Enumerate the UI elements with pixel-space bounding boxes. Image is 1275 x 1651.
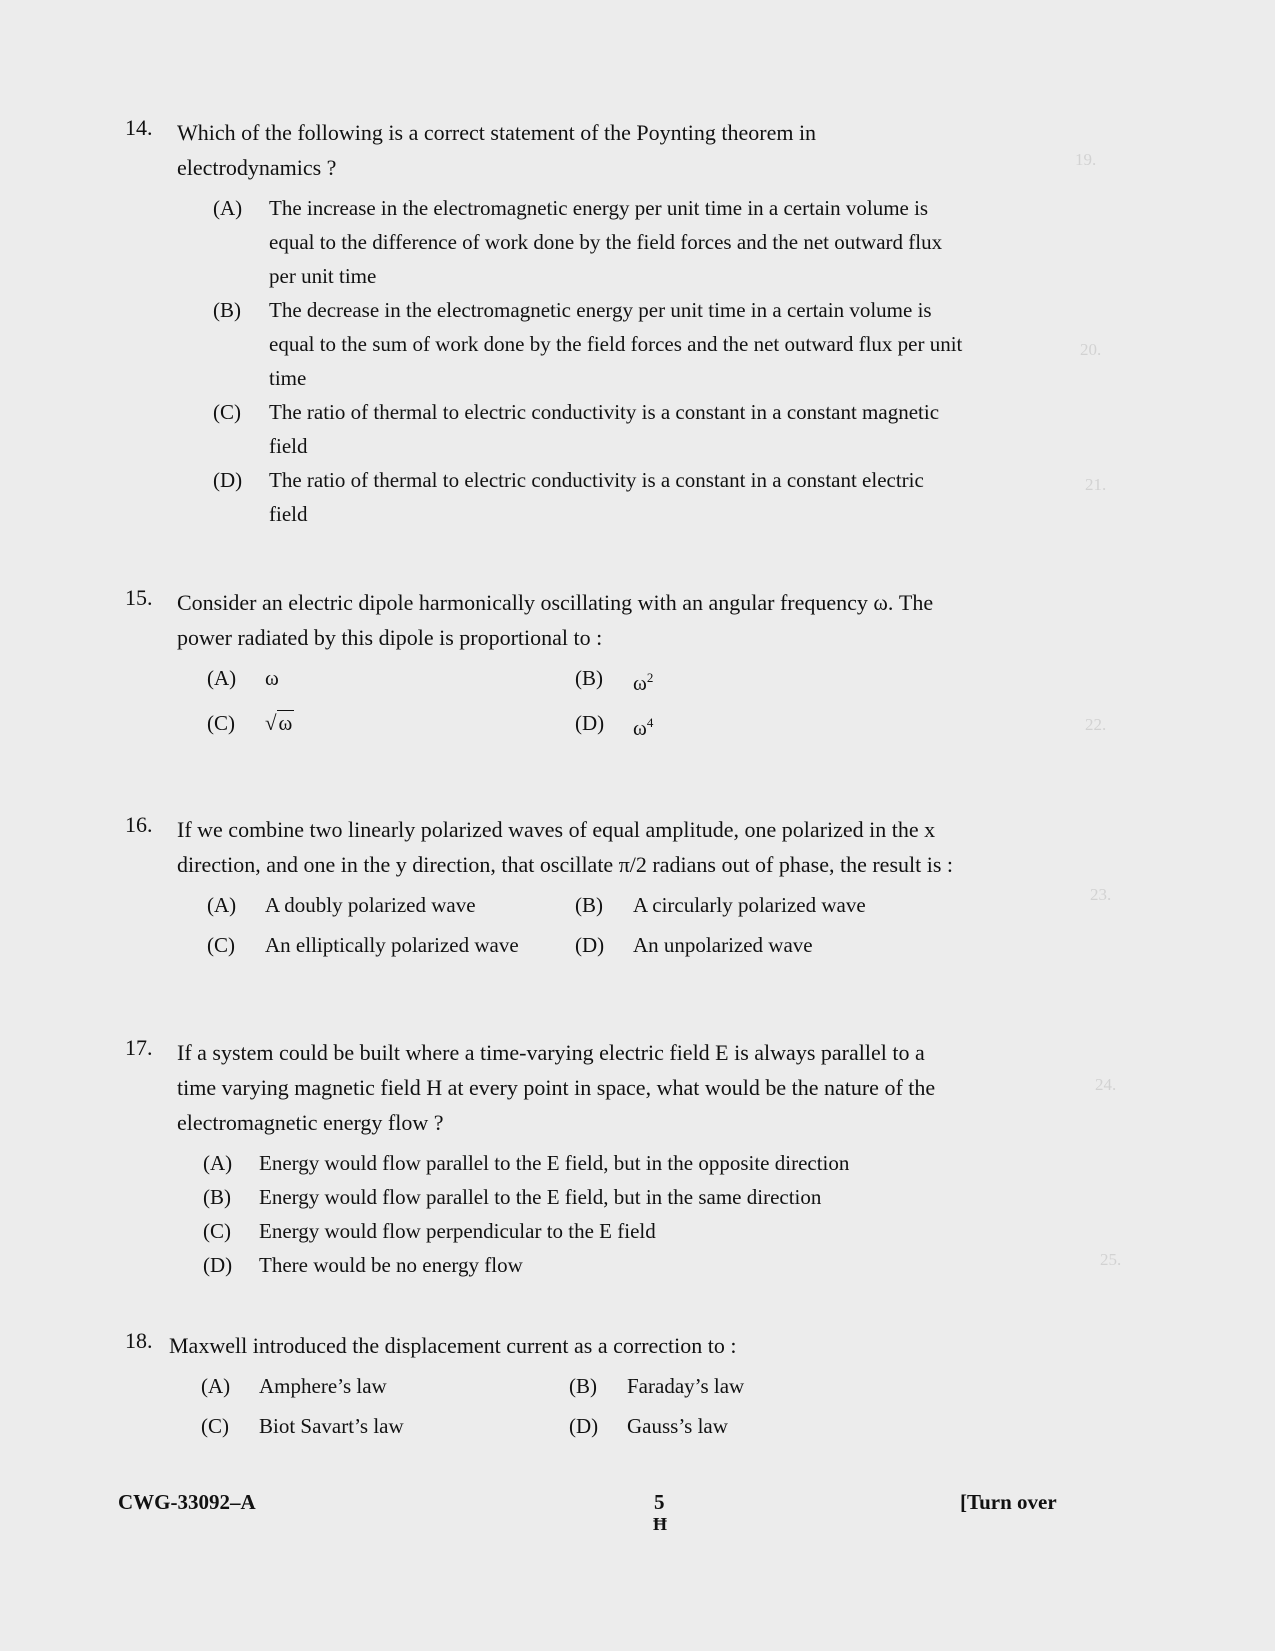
option-label: (B) (203, 1185, 231, 1209)
question-text: If a system could be built where a time-varying electric field E is always parallel to a time varying magnetic field H at every point in space, what would be the nature of the electromagnetic energy flow ? (177, 1040, 936, 1135)
turn-over-label: [Turn over (960, 1490, 1057, 1514)
question-16 (125, 812, 965, 962)
question-text: Consider an electric dipole harmonically oscillating with an angular frequency ω. The power radiated by this dipole is proportional to : (177, 590, 934, 650)
sqrt-icon: √ (265, 711, 277, 735)
option-c (207, 706, 575, 745)
option-a (203, 1146, 965, 1180)
option-label: (A) (213, 196, 243, 220)
option-label: (A) (207, 666, 237, 690)
option-a (207, 661, 575, 700)
show-through-marks: 21. (1085, 475, 1107, 494)
show-through-marks: 19. (1075, 150, 1097, 169)
option-label: (C) (203, 1219, 231, 1243)
omega-base: ω (633, 671, 647, 695)
option-b (575, 661, 875, 700)
option-text (633, 661, 653, 700)
option-text: Energy would flow parallel to the E field, but in the same direction (259, 1185, 822, 1209)
option-label: (C) (213, 400, 241, 424)
option-label: (D) (575, 933, 605, 957)
option-label: (A) (207, 893, 237, 917)
show-through-marks: 25. (1100, 1250, 1122, 1269)
options (207, 888, 965, 962)
option-c (207, 928, 575, 962)
option-b (569, 1369, 869, 1403)
option-c (201, 1409, 569, 1443)
option-label: (C) (207, 933, 235, 957)
question-number: 15. (125, 585, 153, 610)
option-a (201, 1369, 569, 1403)
question-number: 17. (125, 1035, 153, 1060)
option-text: Energy would flow perpendicular to the E field (259, 1219, 656, 1243)
option-a (207, 888, 575, 922)
option-label: (C) (207, 711, 235, 735)
option-text: The increase in the electromagnetic energy per unit time in a certain volume is equal to the difference of work done by the field forces and the net outward flux per unit time (269, 196, 943, 288)
question-number: 16. (125, 812, 153, 837)
option-label: (B) (213, 298, 241, 322)
option-text (633, 706, 653, 745)
option-d (203, 1248, 965, 1282)
question-17 (125, 1035, 965, 1282)
option-label: (D) (213, 468, 243, 492)
option-label: (B) (575, 893, 603, 917)
option-text: Biot Savart’s law (259, 1414, 404, 1438)
option-text: The ratio of thermal to electric conductivity is a constant in a constant magnetic field (269, 400, 940, 458)
show-through-marks: 22. (1085, 715, 1107, 734)
radicand: ω (278, 711, 293, 735)
question-18 (125, 1328, 965, 1443)
option-text: An unpolarized wave (633, 933, 813, 957)
option-text: There would be no energy flow (259, 1253, 523, 1277)
page-number: 5 (654, 1490, 665, 1514)
show-through-marks: 24. (1095, 1075, 1117, 1094)
option-text: The decrease in the electromagnetic energy per unit time in a certain volume is equal to the sum of work done by the field forces and the net outward flux per unit time (269, 298, 963, 390)
option-label: (D) (575, 711, 605, 735)
options (203, 1146, 965, 1282)
option-d (213, 463, 965, 531)
option-label: (D) (203, 1253, 233, 1277)
option-label: (B) (569, 1374, 597, 1398)
option-text: Faraday’s law (627, 1374, 745, 1398)
option-label: (A) (203, 1151, 233, 1175)
question-text: Maxwell introduced the displacement current as a correction to : (169, 1333, 737, 1358)
option-b (213, 293, 965, 395)
question-number: 18. (125, 1328, 153, 1353)
options (213, 191, 965, 531)
option-label: (A) (201, 1374, 231, 1398)
option-text: ω (265, 666, 279, 690)
question-text: Which of the following is a correct statement of the Poynting theorem in electrodynamics ? (177, 120, 817, 180)
option-label: (D) (569, 1414, 599, 1438)
booklet-code: CWG-33092–A (118, 1490, 256, 1514)
show-through-marks: 20. (1080, 340, 1102, 359)
option-b (575, 888, 875, 922)
page-mark: Ħ (653, 1514, 668, 1534)
option-text: An elliptically polarized wave (265, 933, 519, 957)
question-14 (125, 115, 965, 531)
option-d (575, 706, 875, 745)
option-label: (C) (201, 1414, 229, 1438)
options (201, 1369, 965, 1443)
omega-base: ω (633, 716, 647, 740)
option-b (203, 1180, 965, 1214)
exponent: 2 (646, 670, 654, 685)
question-15 (125, 585, 965, 745)
question-text: If we combine two linearly polarized waves of equal amplitude, one polarized in the x direction, and one in the y direction, that oscillate π/2 radians out of phase, the result is : (177, 817, 954, 877)
show-through-marks: 23. (1090, 885, 1112, 904)
option-text (265, 706, 294, 745)
option-d (575, 928, 875, 962)
option-text: Gauss’s law (627, 1414, 728, 1438)
option-text: Energy would flow parallel to the E field, but in the opposite direction (259, 1151, 850, 1175)
option-d (569, 1409, 869, 1443)
exponent: 4 (646, 715, 654, 730)
option-c (203, 1214, 965, 1248)
option-text: A circularly polarized wave (633, 893, 866, 917)
option-label: (B) (575, 666, 603, 690)
option-text: The ratio of thermal to electric conductivity is a constant in a constant electric field (269, 468, 924, 526)
option-text: Amphere’s law (259, 1374, 387, 1398)
option-text: A doubly polarized wave (265, 893, 476, 917)
option-c (213, 395, 965, 463)
question-number: 14. (125, 115, 153, 140)
option-a (213, 191, 965, 293)
options (207, 661, 965, 745)
